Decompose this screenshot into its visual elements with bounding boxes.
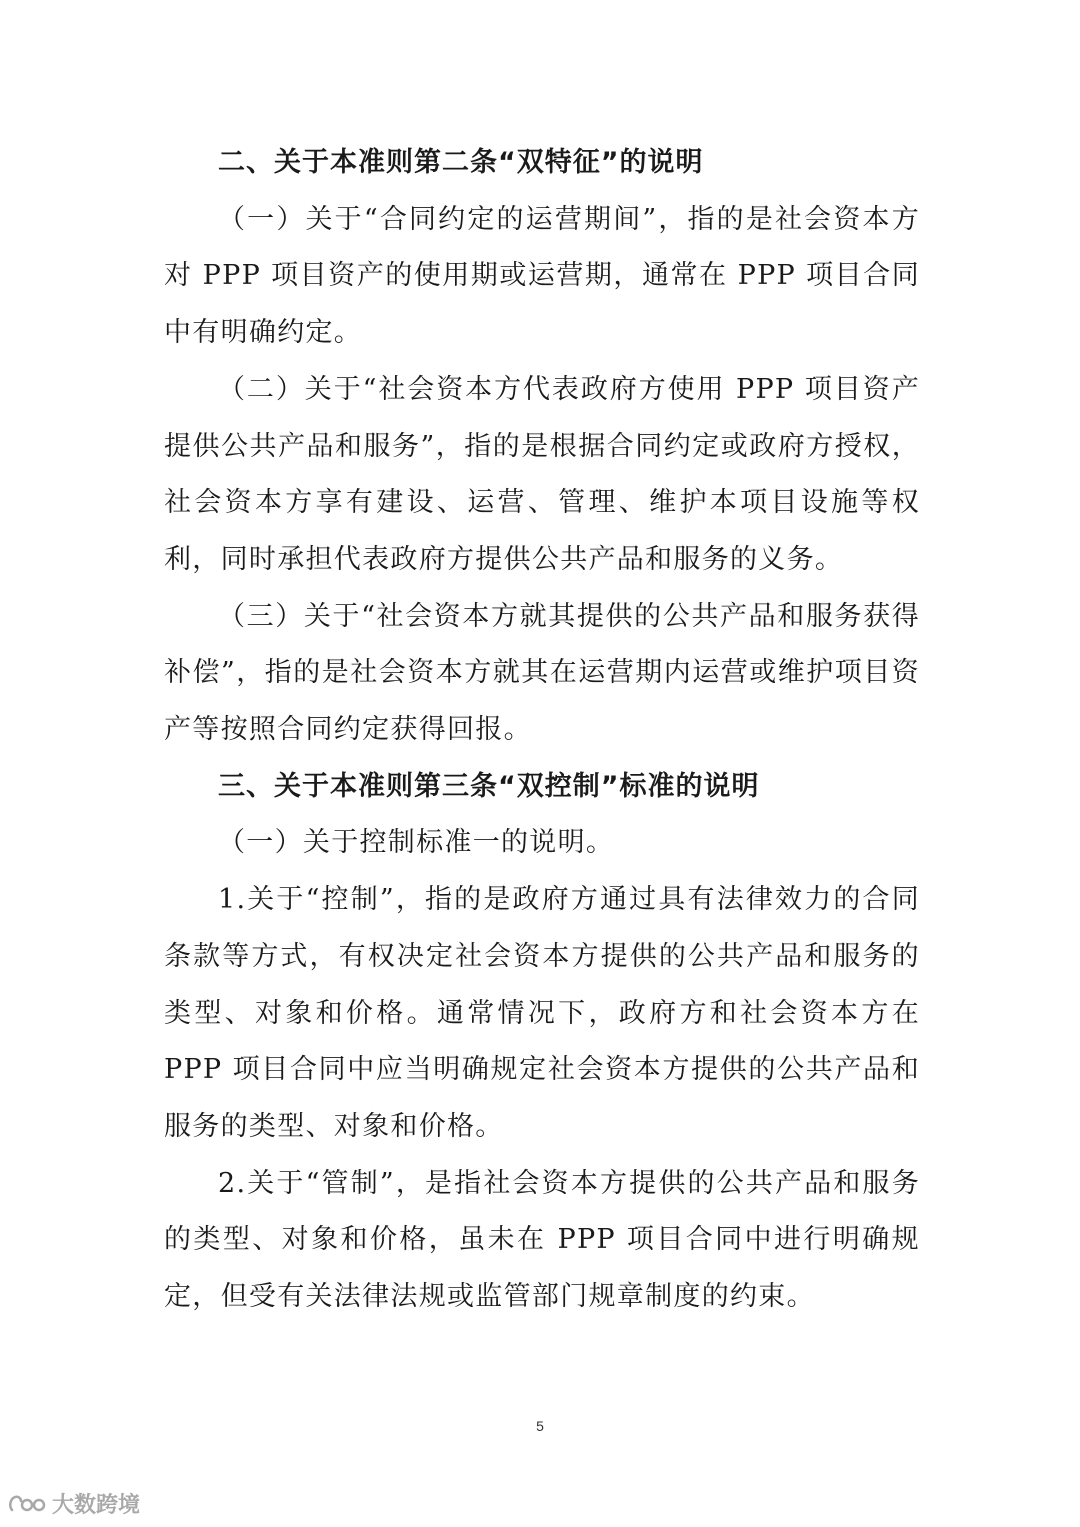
paragraph-3-1: （一）关于控制标准一的说明。: [218, 827, 615, 859]
watermark-logo-icon: [8, 1492, 48, 1516]
paragraph-3-1-2: 2.关于“管制”，是指社会资本方提供的公共产品和服务的类型、对象和价格，虽未在 PPP 项目合同中进行明确规定，但受有关法律法规或监管部门规章制度的约束。: [164, 1167, 920, 1313]
watermark: [8, 1488, 140, 1519]
paragraph-3-1-1: 1.关于“控制”，指的是政府方通过具有法律效力的合同条款等方式，有权决定社会资本方提供的公共产品和服务的类型、对象和价格。通常情况下，政府方和社会资本方在 PPP 项目合同中应当明确规定社会资本方提供的公共产品和服务的类型、对象和价格。: [164, 884, 920, 1142]
paragraph-2-2: （二）关于“社会资本方代表政府方使用 PPP 项目资产提供公共产品和服务”，指的是根据合同约定或政府方授权，社会资本方享有建设、运营、管理、维护本项目设施等权利，同时承担代表政府方提供公共产品和服务的义务。: [164, 373, 920, 575]
paragraph-2-1: （一）关于“合同约定的运营期间”，指的是社会资本方对 PPP 项目资产的使用期或运营期，通常在 PPP 项目合同中有明确约定。: [164, 203, 920, 349]
section-heading-3: 三、关于本准则第三条“双控制”标准的说明: [218, 770, 760, 802]
paragraph-2-3: （三）关于“社会资本方就其提供的公共产品和服务获得补偿”，指的是社会资本方就其在运营期内运营或维护项目资产等按照合同约定获得回报。: [164, 600, 920, 746]
watermark-text: 大数跨境: [52, 1493, 141, 1518]
section-heading-2: 二、关于本准则第二条“双特征”的说明: [218, 147, 704, 178]
document-body: [164, 135, 920, 1326]
page-number: 5: [536, 1418, 544, 1434]
